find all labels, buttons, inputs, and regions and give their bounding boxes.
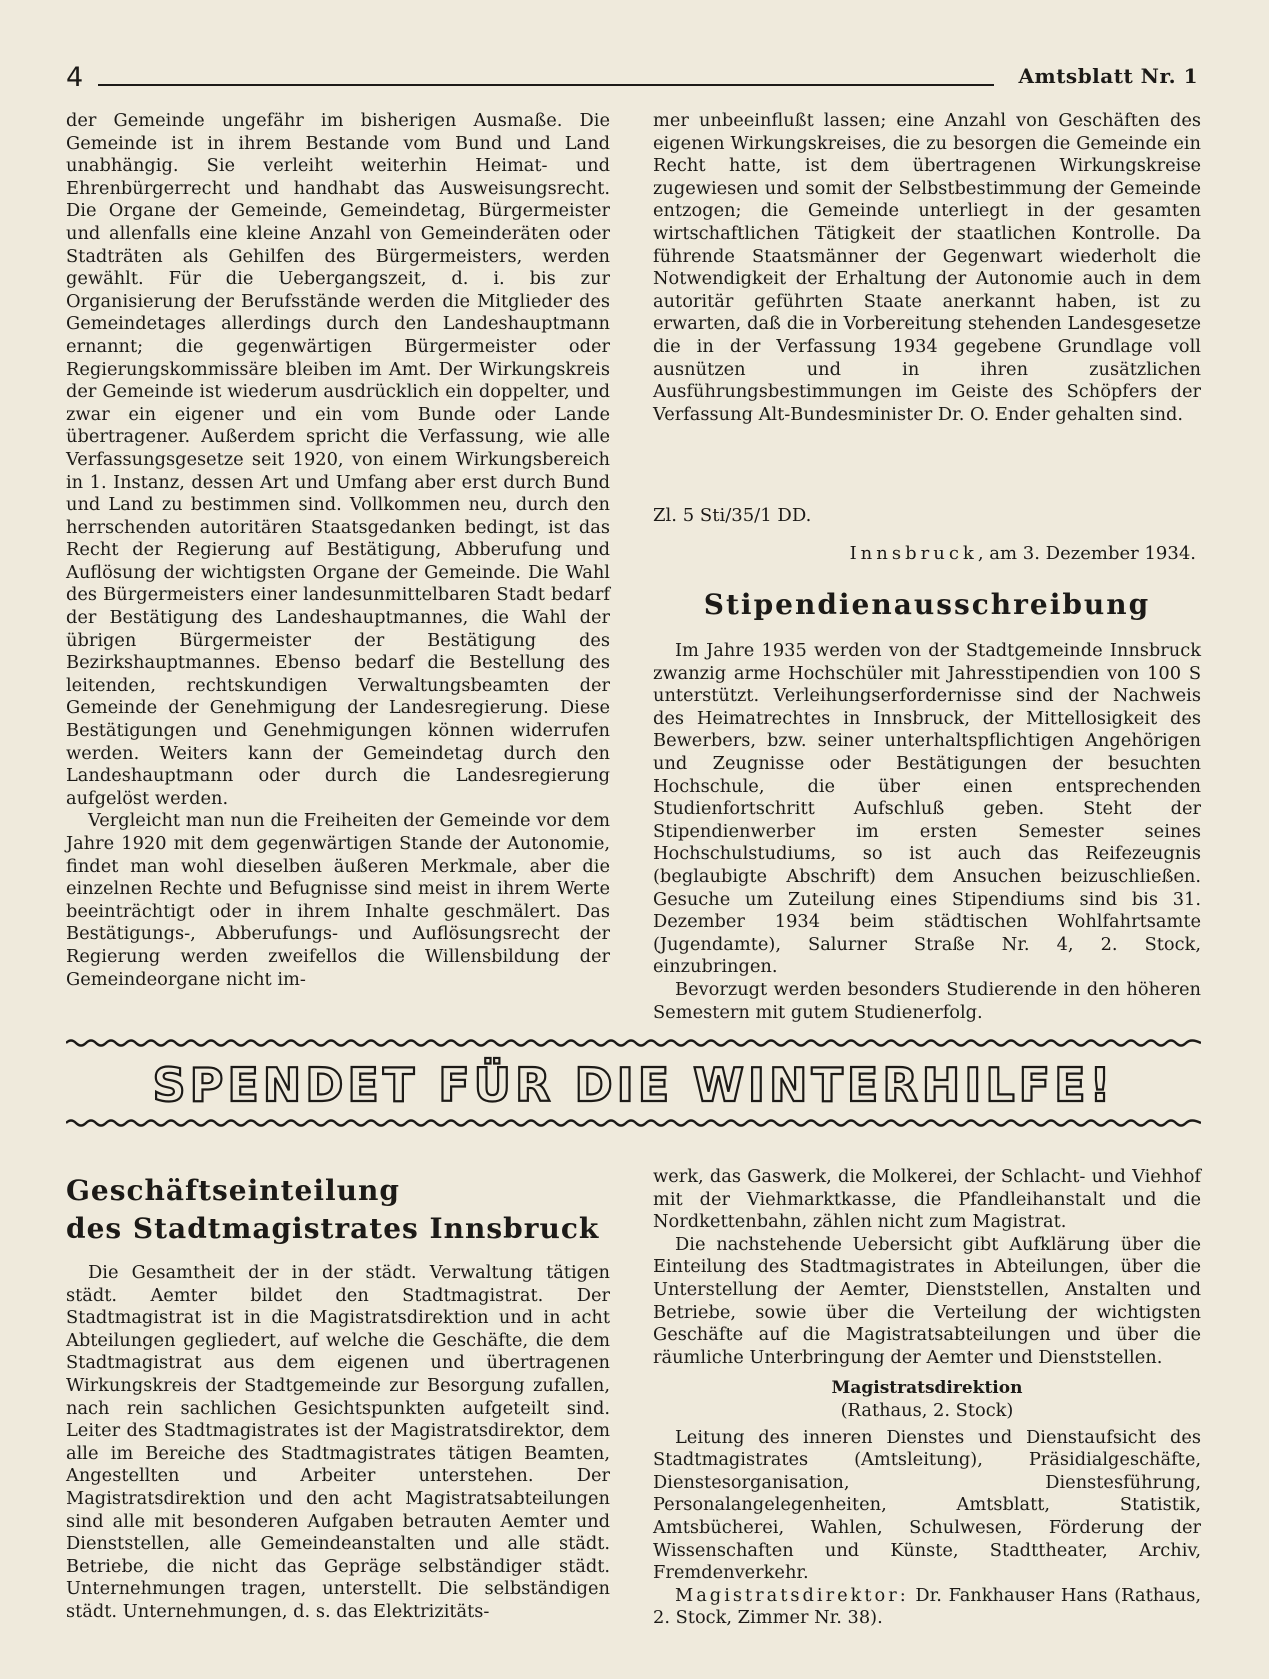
geschaeftseinteilung-heading bbox=[66, 1172, 610, 1248]
article-continuation-right bbox=[653, 110, 1201, 426]
body-paragraph: Vergleicht man nun die Freiheiten der Gemeinde vor dem Jahre 1920 mit dem gegenwärtigen Stande der Autonomie, findet man wohl dieselben äußeren Merkmale, aber die einzelnen Rechte und Befugnisse sind meist in ihrem Werte beeinträchtigt oder in ihrem Inhalte geschmälert. Das Bestätigungs-, Abberufungs- und Auflösungsrecht der Regierung werden zweifellos die Willensbildung der Gemeindeorgane nicht im- bbox=[66, 810, 610, 990]
director-line bbox=[653, 1585, 1201, 1630]
header-rule bbox=[98, 84, 994, 86]
subheading: Magistratsdirektion bbox=[831, 1378, 1023, 1399]
geschaeftseinteilung-left bbox=[66, 1262, 610, 1624]
stipendien-article bbox=[653, 640, 1201, 1024]
page-header bbox=[64, 62, 1204, 92]
body-paragraph: Im Jahre 1935 werden von der Stadtgemeinde Innsbruck zwanzig arme Hochschüler mit Jahresstipendien von 100 S unterstützt. Verleihungserfordernisse sind der Nachweis des Heimatrechtes in Innsbruck, der Mittellosigkeit des Bewerbers, bzw. seiner unterhaltspflichtigen Angehörigen und Zeugnisse oder Bestätigungen der besuchten Hochschule, die über einen entsprechenden Studienfortschritt Aufschluß geben. Steht der Stipendienwerber im ersten Semester seines Hochschulstudiums, so ist auch das Reifezeugnis (beglaubigte Abschrift) dem Ansuchen beizuschließen. Gesuche um Zuteilung eines Stipendiums sind bis 31. Dezember 1934 beim städtischen Wohlfahrtsamte (Jugendamte), Salurner Straße Nr. 4, 2. Stock, einzubringen. bbox=[653, 640, 1201, 978]
date-text: , am 3. Dezember 1934. bbox=[977, 543, 1196, 564]
body-paragraph: Die Gesamtheit der in der städt. Verwaltung tätigen städt. Aemter bildet den Stadtmagistrat. Der Stadtmagistrat ist in die Magistratsdirektion und in acht Abteilungen gegliedert, auf welche die Geschäfte, die dem Stadtmagistrat aus dem eigenen und übertragenen Wirkungskreis der Stadtgemeinde zur Besorgung zufallen, nach rein sachlichen Gesichtspunkten aufgeteilt sind. Leiter des Stadtmagistrates ist der Magistratsdirektor, dem alle im Bereiche des Stadtmagistrates tätigen Beamten, Angestellten und Arbeiter unterstehen. Der Magistratsdirektion und den acht Magistratsabteilungen sind alle mit besonderen Aufgaben betrauten Aemter und Dienststellen, alle Gemeindeanstalten und alle städt. Betriebe, die nicht das Gepräge selbständiger städt. Unternehmungen tragen, unterstellt. Die selbständigen städt. Unternehmungen, d. s. das Elektrizitäts- bbox=[66, 1262, 610, 1622]
page-number: 4 bbox=[66, 62, 84, 93]
body-paragraph: werk, das Gaswerk, die Molkerei, der Schlacht- und Viehhof mit der Viehmarktkasse, die Pfandleihanstalt und die Nordkettenbahn, zählen nicht zum Magistrat. bbox=[653, 1166, 1201, 1233]
body-paragraph: Bevorzugt werden besonders Studierende in den höheren Semestern mit gutem Studienerfolg. bbox=[653, 978, 1201, 1023]
winterhilfe-banner: SPENDET FÜR DIE WINTERHILFE! bbox=[152, 1058, 1115, 1112]
wavy-rule bbox=[66, 1038, 1201, 1048]
director-label: Magistratsdirektor: bbox=[675, 1584, 909, 1606]
article-continuation-left bbox=[66, 110, 610, 991]
geschaeftseinteilung-right bbox=[653, 1166, 1201, 1630]
body-paragraph: der Gemeinde ungefähr im bisherigen Ausmaße. Die Gemeinde ist in ihrem Bestande vom Bund und Land unabhängig. Sie verleiht weiterhin Heimat- und Ehrenbürgerrecht und handhabt das Ausweisungsrecht. Die Organe der Gemeinde, Gemeindetag, Bürgermeister und allenfalls eine kleine Anzahl von Gemeinderäten oder Stadträten als Gehilfen des Bürgermeisters, werden gewählt. Für die Uebergangszeit, d. i. bis zur Organisierung der Berufsstände werden die Mitglieder des Gemeindetages allerdings durch den Landeshauptmann ernannt; die gegenwärtigen Bürgermeister oder Regierungskommissäre bleiben im Amt. Der Wirkungskreis der Gemeinde ist wiederum ausdrücklich ein doppelter, und zwar ein eigener und ein vom Bunde oder Lande übertragener. Außerdem spricht die Verfassung, wie alle Verfassungsgesetze seit 1920, von einem Wirkungsbereich in 1. Instanz, dessen Art und Umfang aber erst durch Bund und Land zu bestimmen sind. Vollkommen neu, durch den herrschenden autoritären Staatsgedanken bedingt, ist das Recht der Regierung auf Bestätigung, Abberufung und Auflösung der wichtigsten Organe der Gemeinde. Die Wahl des Bürgermeisters einer landesunmittelbaren Stadt bedarf der Bestätigung des Landeshauptmannes, die Wahl der übrigen Bürgermeister der Bestätigung des Bezirkshauptmannes. Ebenso bedarf die Bestellung des leitenden, rechtskundigen Verwaltungsbeamten der Gemeinde der Genehmigung der Landesregierung. Diese Bestätigungen und Genehmigungen können widerrufen werden. Weiters kann der Gemeindetag durch den Landeshauptmann oder durch die Landesregierung aufgelöst werden. bbox=[66, 110, 610, 809]
stipendien-heading: Stipendienausschreibung bbox=[703, 588, 1151, 621]
director-name: Dr. Fankhauser Hans (Rathaus, 2. Stock, Zimmer Nr. 38). bbox=[653, 1584, 1201, 1629]
date-place: Innsbruck bbox=[849, 543, 978, 564]
date-line bbox=[653, 543, 1196, 564]
subheading-location: (Rathaus, 2. Stock) bbox=[840, 1399, 1014, 1421]
body-paragraph: Leitung des inneren Dienstes und Dienstaufsicht des Stadtmagistrates (Amtsleitung), Präsidialgeschäfte, Dienstesorganisation, Dienstesführung, Personalangelegenheiten, Amtsblatt, Statistik, Amtsbücherei, Wahlen, Schulwesen, Förderung der Wissenschaften und Künste, Stadttheater, Archiv, Fremdenverkehr. bbox=[653, 1426, 1201, 1584]
wavy-rule bbox=[66, 1118, 1201, 1128]
heading-line: des Stadtmagistrates Innsbruck bbox=[66, 1212, 600, 1245]
reference-number: Zl. 5 Sti/35/1 DD. bbox=[653, 505, 812, 526]
publication-title: Amtsblatt Nr. 1 bbox=[1018, 64, 1198, 88]
heading-line: Geschäftseinteilung bbox=[66, 1174, 400, 1207]
body-paragraph: Die nachstehende Uebersicht gibt Aufklärung über die Einteilung des Stadtmagistrates in Abteilungen, über die Unterstellung der Aemter, Dienststellen, Anstalten und Betriebe, sowie über die Verteilung der wichtigsten Geschäfte auf die Magistratsabteilungen und über die räumliche Unterbringung der Aemter und Dienststellen. bbox=[653, 1233, 1201, 1368]
body-paragraph: mer unbeeinflußt lassen; eine Anzahl von Geschäften des eigenen Wirkungskreises, die zu besorgen die Gemeinde ein Recht hatte, ist dem übertragenen Wirkungskreise zugewiesen und somit der Selbstbestimmung der Gemeinde entzogen; die Gemeinde unterliegt in der gesamten wirtschaftlichen Tätigkeit der staatlichen Kontrolle. Da führende Staatsmänner der Gegenwart wiederholt die Notwendigkeit der Erhaltung der Autonomie auch in dem autoritär geführten Staate anerkannt haben, ist zu erwarten, daß die in Vorbereitung stehenden Landesgesetze die in der Verfassung 1934 gegebene Grundlage voll ausnützen und in ihren zusätzlichen Ausführungsbestimmungen im Geiste des Schöpfers der Verfassung Alt-Bundesminister Dr. O. Ender gehalten sind. bbox=[653, 110, 1201, 425]
